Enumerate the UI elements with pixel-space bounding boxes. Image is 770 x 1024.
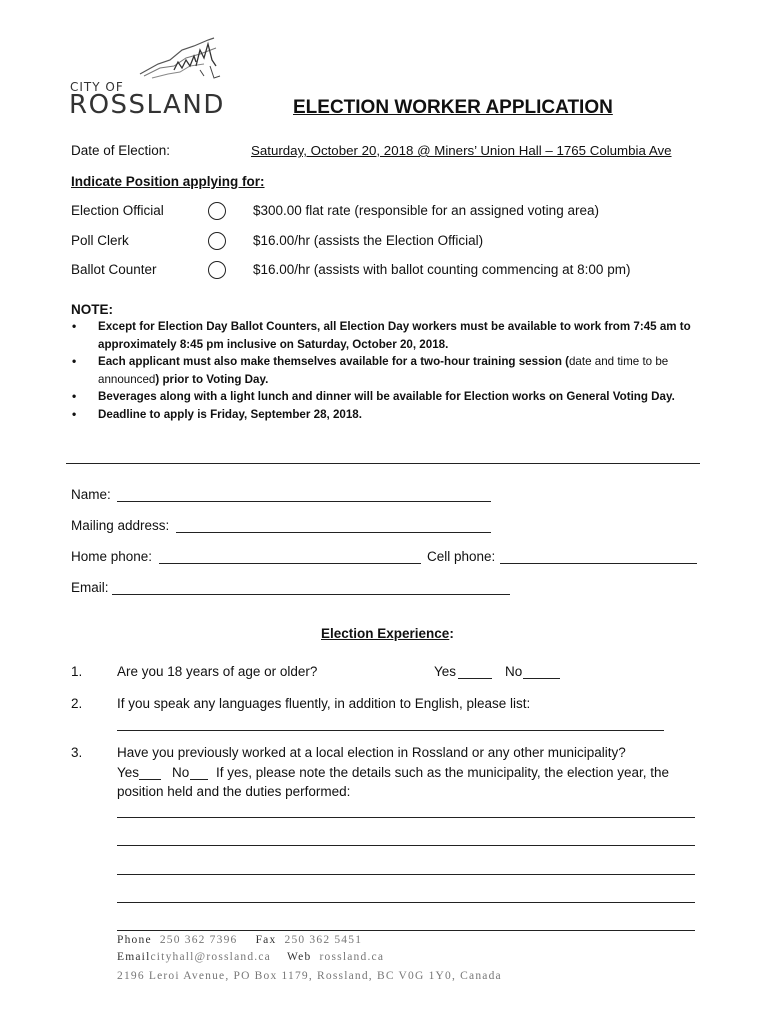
q1-no-label: No (505, 664, 523, 679)
footer-web-line (117, 951, 384, 963)
note-heading: NOTE: (71, 302, 113, 317)
q1-yes-field[interactable] (458, 678, 492, 679)
date-label: Date of Election: (71, 143, 171, 158)
question-text: Have you previously worked at a local election in Rossland or any other municipality? (117, 745, 626, 760)
logo-city-of: CITY OF (70, 80, 124, 94)
footer-email[interactable]: cityhall@rossland.ca (150, 951, 271, 963)
question-text: position held and the duties performed: (117, 784, 351, 799)
note-item (72, 353, 712, 388)
note-list (72, 318, 712, 423)
footer-address: 2196 Leroi Avenue, PO Box 1179, Rossland, BC V0G 1Y0, Canada (117, 970, 502, 982)
question-text: Are you 18 years of age or older? (117, 664, 318, 679)
experience-heading (321, 626, 454, 641)
footer-phone: 250 362 7396 (159, 934, 238, 946)
position-radio-election-official[interactable] (208, 202, 226, 220)
q3-yes-field[interactable] (139, 779, 161, 780)
footer-fax-label: Fax (255, 934, 277, 946)
footer-contact-line (117, 934, 362, 946)
city-logo (70, 36, 230, 118)
footer-web-label: Web (287, 951, 312, 963)
mailing-address-label: Mailing address: (71, 518, 170, 533)
experience-heading-text: Election Experience (321, 626, 450, 641)
q3-no-field[interactable] (190, 779, 208, 780)
experience-heading-colon: : (449, 626, 454, 641)
logo-rossland: ROSSLAND (69, 90, 225, 120)
note-item: • Deadline to apply is Friday, September 28, 2018. (72, 406, 712, 424)
question-number: 1. (71, 664, 83, 679)
footer-email-label: Email (117, 951, 151, 963)
note-item-part: Each applicant must also make themselves available for a two-hour training session ( (98, 355, 569, 368)
details-field-line[interactable] (117, 874, 695, 875)
name-label: Name: (71, 487, 111, 502)
page-title: ELECTION WORKER APPLICATION (293, 97, 613, 118)
cell-phone-field[interactable] (500, 563, 697, 564)
position-radio-poll-clerk[interactable] (208, 232, 226, 250)
question-text: If yes, please note the details such as the municipality, the election year, the (216, 765, 670, 780)
note-item-part: ) prior to Voting Day. (155, 372, 269, 386)
note-item-part: date and time to be announced (98, 355, 669, 386)
details-field-line[interactable] (117, 930, 695, 931)
position-row (0, 262, 770, 282)
position-label: Election Official (71, 203, 164, 218)
question-text: If you speak any languages fluently, in addition to English, please list: (117, 696, 531, 711)
position-label: Ballot Counter (71, 262, 157, 277)
details-field-line[interactable] (117, 817, 695, 818)
name-field[interactable] (117, 501, 491, 502)
position-detail: $16.00/hr (assists with ballot counting commencing at 8:00 pm) (253, 262, 631, 277)
position-row (0, 203, 770, 223)
position-label: Poll Clerk (71, 233, 129, 248)
home-phone-field[interactable] (159, 563, 421, 564)
position-radio-ballot-counter[interactable] (208, 261, 226, 279)
date-value: Saturday, October 20, 2018 @ Miners’ Union Hall – 1765 Columbia Ave (251, 143, 672, 158)
question-number: 2. (71, 696, 83, 711)
cell-phone-label: Cell phone: (427, 549, 496, 564)
question-number: 3. (71, 745, 83, 760)
mailing-address-field[interactable] (176, 532, 491, 533)
footer-web[interactable]: rossland.ca (319, 951, 385, 963)
footer-fax: 250 362 5451 (284, 934, 363, 946)
q3-yes-label: Yes (117, 765, 140, 780)
q3-no-label: No (172, 765, 190, 780)
languages-field[interactable] (117, 730, 664, 731)
position-row (0, 233, 770, 253)
q1-no-field[interactable] (523, 678, 560, 679)
mountain-skyline-icon (130, 36, 230, 82)
q1-yes-label: Yes (434, 664, 457, 679)
details-field-line[interactable] (117, 902, 695, 903)
note-item: • Beverages along with a light lunch and dinner will be available for Election works on General Voting Day. (72, 388, 712, 406)
details-field-line[interactable] (117, 845, 695, 846)
positions-heading: Indicate Position applying for: (71, 174, 265, 189)
section-divider (66, 463, 700, 464)
home-phone-label: Home phone: (71, 549, 153, 564)
position-detail: $300.00 flat rate (responsible for an assigned voting area) (253, 203, 599, 218)
email-field[interactable] (112, 594, 510, 595)
position-detail: $16.00/hr (assists the Election Official) (253, 233, 484, 248)
email-label: Email: (71, 580, 109, 595)
note-item: • Except for Election Day Ballot Counters, all Election Day workers must be available to work from 7:45 am to approximately 8:45 pm inclusive on Saturday, October 20, 2018. (72, 318, 712, 353)
footer-phone-label: Phone (117, 934, 152, 946)
